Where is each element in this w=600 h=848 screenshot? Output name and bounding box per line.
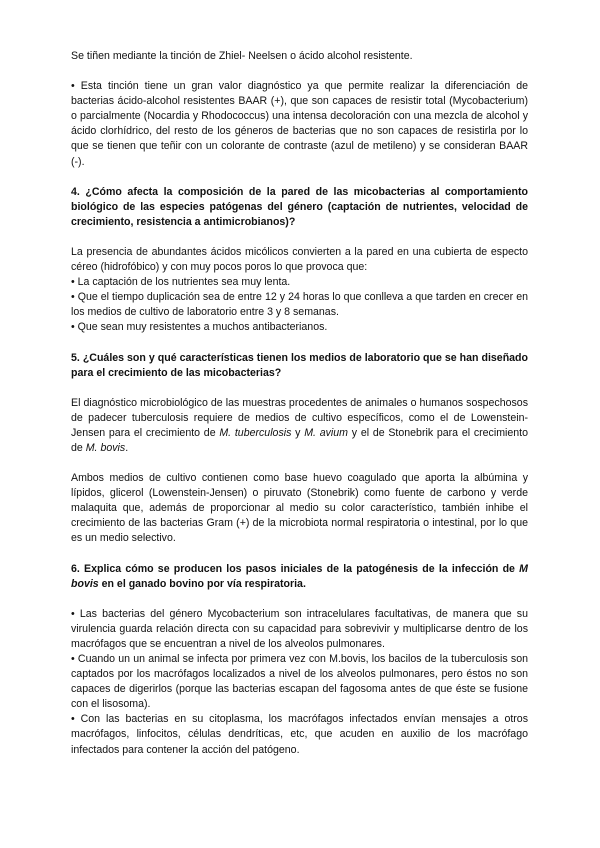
paragraph-staining: Se tiñen mediante la tinción de Zhiel- Neelsen o ácido alcohol resistente. xyxy=(71,50,413,62)
species-name: M bovis xyxy=(71,562,528,590)
paragraph-diagnostic-value: • Esta tinción tiene un gran valor diagnóstico ya que permite realizar la diferenciación de bacterias ácido-alcohol resistentes BAAR (+), que son capaces de resistir total (Mycobacterium) o parcialmente (Nocardia y Rhodococcus) una intensa decoloración con una mezcla de alcohol y ácido clorhídrico, del resto de los géneros de bacterias que no son capaces de resistirla por lo que se tienen que teñir con un colorante de contraste (azul de metileno) y se consideran BAAR (-). xyxy=(71,80,528,168)
bullet-duplication-time: • Que el tiempo duplicación sea de entre 12 y 24 horas lo que conlleva a que tarden en crecer en los medios de cultivo de laboratorio entre 3 y 8 semanas. xyxy=(71,291,528,319)
paragraph-mycolic-acids: La presencia de abundantes ácidos micólicos convierten a la pared en una cubierta de especto céreo (hidrofóbico) y con muy pocos poros lo que provoca que: xyxy=(71,245,528,274)
bullet-macrophage-signals: • Con las bacterias en su citoplasma, los macrófagos infectados envían mensajes a otros macrófagos, linfocitos, células dendríticas, etc, que acuden en auxilio de los macrófago infectados para contener la acción del patógeno. xyxy=(71,713,528,756)
text-run: y xyxy=(291,426,305,439)
question-4-heading: 4. ¿Cómo afecta la composición de la pared de las micobacterias al comportamiento biológico de las especies patógenas del género (captación de nutrientes, velocidad de crecimiento, resistencia a antimicrobianos)? xyxy=(71,185,528,228)
bullet-first-infection: • Cuando un un animal se infecta por primera vez con M.bovis, los bacilos de la tuberculosis son captados por los macrófagos localizados a nivel de los alveolos pulmonares, pero éstos no son capaces de digerirlos (porque las bacterias escapan del fagosoma antes de que éste se fusione con el lisosoma). xyxy=(71,653,528,711)
bullet-intracellular: • Las bacterias del género Mycobacterium son intracelulares facultativas, de manera que su virulencia guarda relación directa con su capacidad para sobrevivir y multiplicarse dentro de los macrófagos que se encuentran a nivel de los alveolos pulmonares. xyxy=(71,607,528,650)
bullet-nutrients: • La captación de los nutrientes sea muy lenta. xyxy=(71,276,291,289)
paragraph-media-composition: Ambos medios de cultivo contienen como base huevo coagulado que aporta la albúmina y lípidos, glicerol (Lowenstein-Jensen) o piruvato (Stonebrik) como fuente de carbono y verde malaquita que, además de proporcionar al medio su color característico, también inhibe el crecimiento de las bacterias Gram (+) de la microbiota normal respiratoria o intestinal, por lo que es un medio selectivo. xyxy=(71,472,528,545)
bullet-resistance: • Que sean muy resistentes a muchos antibacterianos. xyxy=(71,321,328,334)
question-6-heading xyxy=(71,562,528,592)
text-run: en el ganado bovino por vía respiratoria. xyxy=(98,577,306,590)
text-run: El diagnóstico microbiológico de las muestras procedentes de animales o humanos sospechosos de padecer tuberculosis requiere de medios de cultivo específicos, como el de Lowenstein-Jensen para el crecimiento de xyxy=(71,396,528,439)
text-run: . xyxy=(125,441,129,454)
species-name: M. tuberculosis xyxy=(219,426,292,439)
document-body xyxy=(71,49,528,758)
species-name: M. avium xyxy=(304,426,349,439)
species-name: M. bovis xyxy=(85,441,126,454)
paragraph-culture-media xyxy=(71,396,528,456)
text-run: y el de Stonebrik para el crecimiento de xyxy=(71,426,528,454)
question-5-heading: 5. ¿Cuáles son y qué características tienen los medios de laboratorio que se han diseñado para el crecimiento de las micobacterias? xyxy=(71,351,528,379)
text-run: 6. Explica cómo se producen los pasos iniciales de la patogénesis de la infección de xyxy=(71,562,520,575)
